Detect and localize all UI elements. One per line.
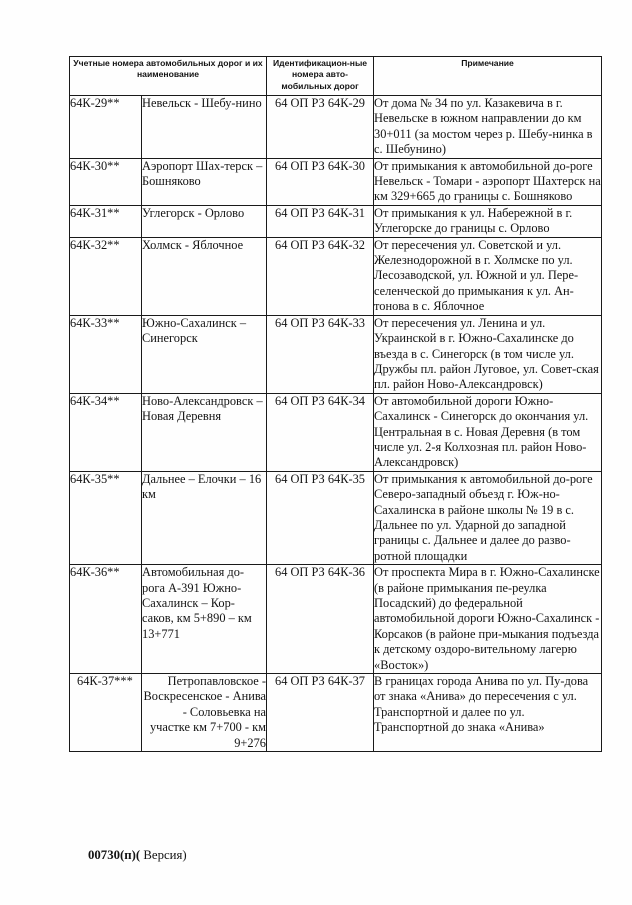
road-account-number: 64К-36** [70,565,142,674]
header-account-numbers: Учетные номера автомобильных дорог и их наименование [70,57,267,96]
road-account-number: 64К-33** [70,315,142,393]
road-note: От пересечения ул. Советской и ул. Железнодорожной в г. Холмске по ул. Лесозаводской, ул. Южной и ул. Пере-селенческой до примыкания к ул. Ан-тонова в с. Яблочное [374,237,602,315]
road-identification-number: 64 ОП РЗ 64К-34 [267,393,374,471]
table-row [70,471,602,564]
road-name: Невельск - Шебу-нино [142,96,267,159]
road-note: От автомобильной дороги Южно-Сахалинск - Синегорск до окончания ул. Центральная в с. Новая Деревня (в том числе ул. 2-я Колхозная пл. район Ново-Александровск) [374,393,602,471]
road-account-number: 64К-37*** [70,674,142,752]
road-account-number: 64К-32** [70,237,142,315]
road-name: Южно-Сахалинск – Синегорск [142,315,267,393]
document-version: Версия) [140,848,187,862]
table-row [70,158,602,205]
road-note: От пересечения ул. Ленина и ул. Украинской в г. Южно-Сахалинске до въезда в с. Синегорск (в том числе ул. Дружбы пл. район Луговое, ул. Совет-ская пл. район Ново-Александровск) [374,315,602,393]
road-identification-number: 64 ОП РЗ 64К-30 [267,158,374,205]
road-identification-number: 64 ОП РЗ 64К-32 [267,237,374,315]
document-code: 00730(п)( [88,848,141,862]
table-row [70,205,602,237]
table-header-row [70,57,602,96]
header-identification-numbers: Идентификацион-ные номера авто-мобильных дорог [267,57,374,96]
table-row [70,674,602,752]
table-row [70,315,602,393]
road-identification-number: 64 ОП РЗ 64К-33 [267,315,374,393]
road-account-number: 64К-35** [70,471,142,564]
road-identification-number: 64 ОП РЗ 64К-35 [267,471,374,564]
road-account-number: 64К-34** [70,393,142,471]
road-name: Углегорск - Орлово [142,205,267,237]
road-name: Ново-Александровск – Новая Деревня [142,393,267,471]
road-identification-number: 64 ОП РЗ 64К-36 [267,565,374,674]
road-note: От примыкания к автомобильной до-роге Северо-западный объезд г. Юж-но-Сахалинска в районе школы № 19 в с. Дальнее по ул. Ударной до западной границы с. Дальнее и далее до разво-ротной площадки [374,471,602,564]
road-note: В границах города Анива по ул. Пу-дова от знака «Анива» до пересечения с ул. Транспортной и далее по ул. Транспортной до знака «Анива» [374,674,602,752]
header-note: Примечание [374,57,602,96]
table-row [70,237,602,315]
table-row [70,393,602,471]
table-row [70,96,602,159]
road-identification-number: 64 ОП РЗ 64К-37 [267,674,374,752]
road-name: Холмск - Яблочное [142,237,267,315]
road-name: Петропавловское - Воскресенское - Анива - Соловьевка на участке км 7+700 - км 9+276 [143,674,267,750]
road-name: Автомобильная до-рога А-391 Южно-Сахалинск – Кор-саков, км 5+890 – км 13+771 [142,565,267,674]
table-row [70,565,602,674]
road-note: От примыкания к ул. Набережной в г. Углегорске до границы с. Орлово [374,205,602,237]
road-name: Аэропорт Шах-терск – Бошняково [142,158,267,205]
road-note: От проспекта Мира в г. Южно-Сахалинске (в районе примыкания пе-реулка Посадский) до федеральной автомобильной дороги Южно-Сахалинск - Корсаков (в районе при-мыкания подъезда к детскому оздоро-вительному лагерю «Восток») [374,565,600,672]
road-account-number: 64К-31** [70,205,142,237]
road-note: От дома № 34 по ул. Казакевича в г. Невельске в южном направлении до км 30+011 (за мостом через р. Шебу-нинка в с. Шебунино) [374,96,602,159]
road-identification-number: 64 ОП РЗ 64К-31 [267,205,374,237]
road-identification-number: 64 ОП РЗ 64К-29 [267,96,374,159]
road-note: От примыкания к автомобильной до-роге Невельск - Томари - аэропорт Шахтерск на км 329+665 до границы с. Бошняково [374,158,601,204]
road-name: Дальнее – Елочки – 16 км [142,471,267,564]
road-account-number: 64К-29** [70,96,142,159]
road-account-number: 64К-30** [70,158,142,205]
roads-table [69,56,602,752]
document-footer [88,848,187,863]
